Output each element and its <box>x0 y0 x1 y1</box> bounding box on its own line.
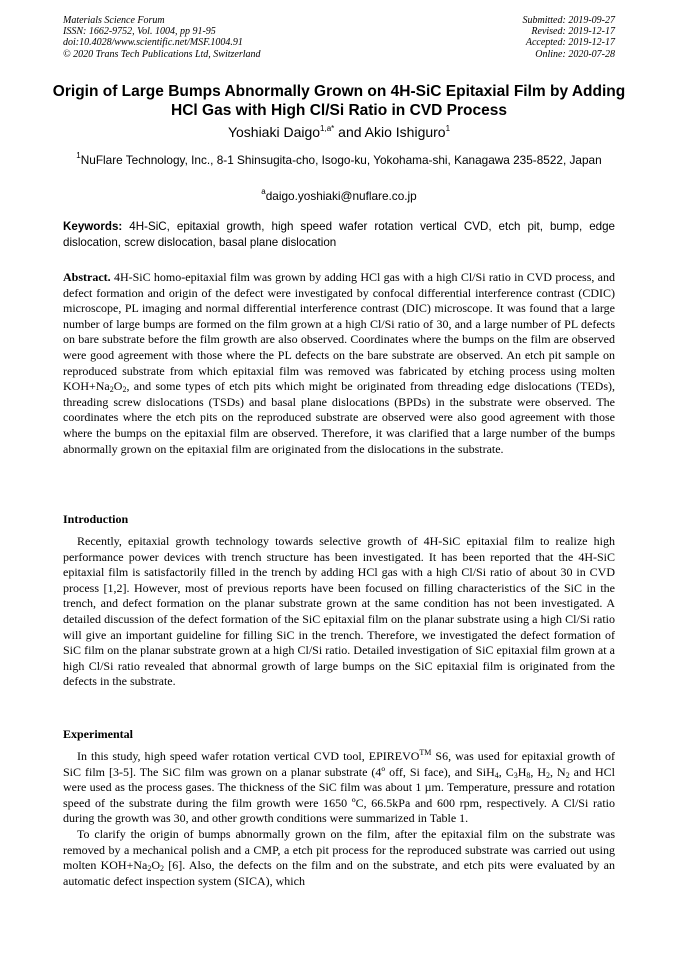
journal-name: Materials Science Forum <box>63 15 165 26</box>
author-line <box>40 124 638 141</box>
introduction-paragraph: Recently, epitaxial growth technology towards selective growth of 4H-SiC epitaxial film to realize high performance power devices with trench structure has been investigated. It has been reported that the 4H-SiC epitaxial film is satisfactorily filled in the trench by adding HCl gas with a high Cl/Si ratio of about 30 in CVD process [1,2]. However, most of previous reports have been focused on filling characteristics of the SiC in the trench, and defect formation on the planar substrate grown at the same condition has not been investigated. A detailed discussion of the defect formation of the SiC epitaxial film on the planar substrate using a high Cl/Si ratio will give an important guideline for filling SiC in the trench. Therefore, we investigated the defect formation of SiC film on the planar substrate grown at a high Cl/Si ratio. Detailed investigation of SiC epitaxial film grown at a high Cl/Si ratio revealed that abnormal growth of large bumps on the SiC epitaxial film is originated from the defects in the substrate. <box>63 534 615 689</box>
journal-copyright: © 2020 Trans Tech Publications Ltd, Switzerland <box>63 48 261 60</box>
exp-subscript: 2 <box>147 864 152 874</box>
abstract <box>63 270 615 457</box>
author-1: Yoshiaki Daigo <box>227 124 321 140</box>
keywords-label: Keywords: <box>63 220 123 233</box>
exp-text: and HCl were used as the process gases. The thickness of the SiC film was about 1 µm. Temperature, pressure and rotation speed of the substrate during the film growth were 1650 ºC, 66.5kPa and 600 rpm, respectively. A Cl/Si ratio during the growth was 30, and other growth conditions were summarized in Table 1. <box>63 764 615 826</box>
abstract-label: Abstract. <box>63 270 111 284</box>
journal-doi: doi:10.4028/www.scientific.net/MSF.1004.91 <box>63 37 243 49</box>
exp-subscript: 2 <box>160 864 165 874</box>
experimental-paragraph-2 <box>63 827 615 889</box>
email-text: daigo.yoshiaki@nuflare.co.jp <box>265 189 417 203</box>
author-email <box>60 188 618 204</box>
publication-dates <box>523 15 616 60</box>
exp-text: S6, was used for epitaxial growth of SiC film [3-5]. The SiC film was grown on a planar substrate (4º off, Si face), and SiH <box>63 749 615 779</box>
introduction-body <box>63 534 615 690</box>
experimental-heading: Experimental <box>63 727 133 741</box>
author-2: Akio Ishiguro <box>364 124 446 140</box>
affiliation <box>60 152 618 168</box>
date-online: Online: 2020-07-28 <box>535 48 615 60</box>
keywords-text: 4H-SiC, epitaxial growth, high speed wafer rotation vertical CVD, etch pit, bump, edge dislocation, screw dislocation, basal plane dislocation <box>63 220 615 249</box>
abstract-text-1: 4H-SiC homo-epitaxial film was grown by adding HCl gas with a high Cl/Si ratio in CVD process, and defect formation and origin of the defect were investigated by confocal differential interference contrast (CDIC) microscope, PL imaging and normal differential interference contrast (DIC) microscope. It was found that a large number of large bumps are formed on the film grown at a high Cl/Si ratio of 30, and a large number of PL defects on bare substrate before the film growth are also observed. Coordinates where the bumps on the film are observed were good agreement with those where the PL defects on the bare substrate are observed. An etch pit sample on reproduced substrate from which epitaxial film was removed was fabricated by etching process using molten KOH+Na <box>63 270 615 394</box>
author-conjunction: and <box>334 124 365 140</box>
exp-subscript: 8 <box>526 770 531 780</box>
journal-info <box>63 15 261 60</box>
date-revised: Revised: 2019-12-17 <box>531 26 615 38</box>
exp-text: [6]. Also, the defects on the film and on the substrate, and etch pits were evaluated by an automatic defect inspection system (SICA), which <box>63 858 616 888</box>
email-marker: a <box>261 187 266 196</box>
abstract-text-2: O <box>113 379 123 394</box>
exp-subscript: 2 <box>565 770 570 780</box>
experimental-paragraph-1 <box>63 749 615 827</box>
exp-subscript: 3 <box>513 770 518 780</box>
exp-text: , N <box>550 764 566 779</box>
keywords <box>63 219 615 250</box>
exp-text: H <box>517 764 527 779</box>
affiliation-text: NuFlare Technology, Inc., 8-1 Shinsugita-cho, Isogo-ku, Yokohama-shi, Kanagawa 235-8522, Japan <box>80 153 602 167</box>
author-2-marker: 1 <box>445 124 451 133</box>
exp-text: To clarify the origin of bumps abnormally grown on the film, after the epitaxial film on the substrate was removed by a mechanical polish and a CMP, a etch pit process for the reproduced substrate was carried out using molten KOH+Na <box>63 826 615 873</box>
abstract-subscript: 2 <box>122 385 127 395</box>
date-accepted: Accepted: 2019-12-17 <box>525 37 615 49</box>
trademark-superscript: TM <box>419 748 432 757</box>
introduction-heading: Introduction <box>63 512 129 526</box>
experimental-body <box>63 749 615 889</box>
date-submitted: Submitted: 2019-09-27 <box>522 15 615 26</box>
exp-subscript: 2 <box>546 770 551 780</box>
exp-subscript: 4 <box>494 770 499 780</box>
exp-text: O <box>151 858 161 873</box>
affiliation-marker: 1 <box>76 151 81 160</box>
author-1-marker: 1,a* <box>320 124 335 133</box>
exp-text: , C <box>498 764 514 779</box>
exp-text: , H <box>530 764 547 779</box>
abstract-subscript: 2 <box>109 385 114 395</box>
journal-issn: ISSN: 1662-9752, Vol. 1004, pp 91-95 <box>63 26 216 38</box>
abstract-text-3: , and some types of etch pits which might be originated from threading edge dislocations (TEDs), threading screw dislocations (TSDs) and basal plane dislocations (BPDs) in the substrate were observed. The coordinates where the etch pits on the reproduced substrate are observed were also good agreement with those where the bumps on the epitaxial film are observed. Therefore, it was clarified that a large number of the bumps abnormally grown on the epitaxial film are originated from the dislocations in the substrate. <box>63 379 615 456</box>
exp-text: In this study, high speed wafer rotation vertical CVD tool, EPIREVO <box>77 749 420 763</box>
paper-title: Origin of Large Bumps Abnormally Grown on 4H-SiC Epitaxial Film by Adding HCl Gas with High Cl/Si Ratio in CVD Process <box>52 83 626 119</box>
